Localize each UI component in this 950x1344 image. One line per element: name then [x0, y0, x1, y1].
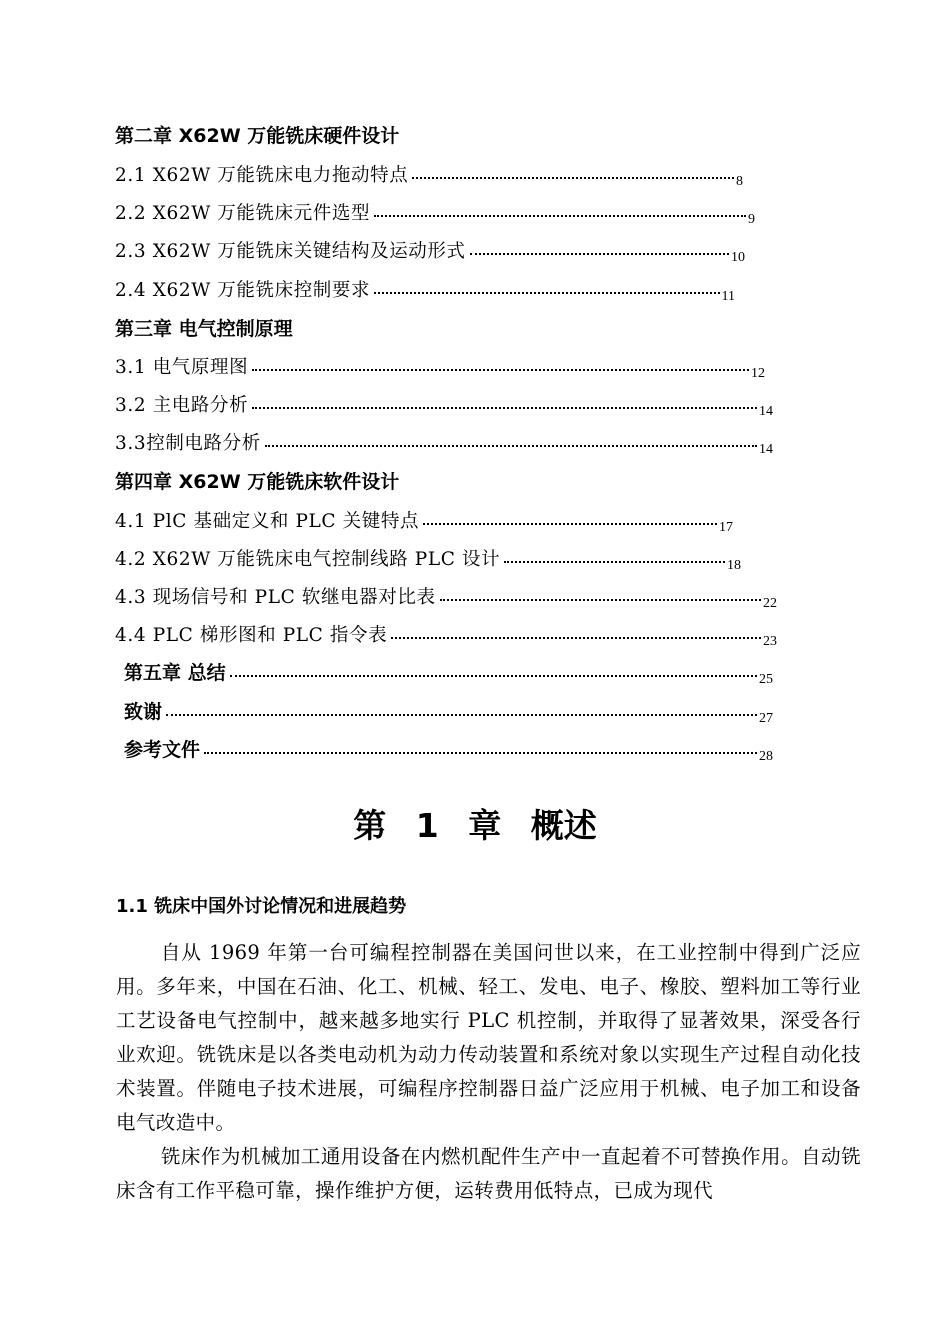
toc-page-number: 8: [736, 174, 743, 189]
toc-page-number: 9: [748, 212, 755, 227]
toc-entry-label: 4.1 PlC 基础定义和 PLC 关键特点: [115, 510, 420, 532]
toc-entry-2-4[interactable]: [115, 272, 735, 304]
toc-leader-dots: [423, 522, 717, 525]
toc-entry-label: 4.4 PLC 梯形图和 PLC 指令表: [115, 624, 388, 646]
toc-leader-dots: [252, 406, 757, 409]
toc-chapter-3-title: [115, 311, 415, 339]
toc-page-number: 14: [759, 404, 773, 419]
toc-entry-label: 2.1 X62W 万能铣床电力拖动特点: [115, 164, 409, 186]
toc-leader-dots: [374, 291, 719, 294]
toc-page-number: 27: [759, 711, 773, 726]
toc-entry-label: 2.2 X62W 万能铣床元件选型: [115, 202, 371, 224]
section-1-1-heading: 1.1 铣床中国外讨论情况和进展趋势: [116, 896, 407, 917]
body-paragraph: 自从 1969 年第一台可编程控制器在美国问世以来，在工业控制中得到广泛应用。多年来，中国在石油、化工、机械、轻工、发电、电子、橡胶、塑料加工等行业工艺设备电气控制中，越来越多地实行 PLC 机控制，并取得了显著效果，深受各行业欢迎。铣铣床是以各类电动机为动力传动装置和系统对象以实现生产过程自动化技术装置。伴随电子技术进展，可编程序控制器日益广泛应用于机械、电子加工和设备电气改造中。: [116, 941, 861, 1134]
toc-entry-references[interactable]: [124, 732, 773, 764]
toc-entry-thanks[interactable]: [124, 694, 773, 726]
toc-entry-2-1[interactable]: [115, 157, 743, 189]
toc-page-number: 10: [731, 250, 745, 265]
toc-leader-dots: [504, 560, 725, 563]
toc-page-number: 11: [721, 289, 735, 304]
toc-entry-label: 3.1 电气原理图: [115, 356, 249, 378]
toc-entry-label: 参考文件: [124, 739, 201, 761]
toc-leader-dots: [252, 368, 749, 371]
toc-page-number: 28: [759, 749, 773, 764]
toc-entry-4-3[interactable]: [115, 579, 777, 611]
toc-entry-label: 4.2 X62W 万能铣床电气控制线路 PLC 设计: [115, 548, 501, 570]
toc-page-number: 22: [763, 596, 777, 611]
toc-page-number: 18: [727, 558, 741, 573]
toc-entry-label: 4.3 现场信号和 PLC 软继电器对比表: [115, 586, 436, 608]
toc-leader-dots: [440, 598, 761, 601]
toc-entry-label: 第五章 总结: [124, 662, 226, 684]
toc-leader-dots: [470, 252, 729, 255]
toc-entry-3-2[interactable]: [115, 387, 773, 419]
body-paragraph: 铣床作为机械加工通用设备在内燃机配件生产中一直起着不可替换作用。自动铣床含有工作平稳可靠，操作维护方便，运转费用低特点，已成为现代: [116, 1145, 861, 1202]
toc-leader-dots: [374, 214, 746, 217]
toc-chapter-3-label: 第三章 电气控制原理: [115, 318, 293, 340]
toc-leader-dots: [265, 444, 757, 447]
toc-entry-4-4[interactable]: [115, 617, 777, 649]
toc-chapter-4-label: 第四章 X62W 万能铣床软件设计: [115, 471, 400, 493]
toc-entry-3-3[interactable]: [115, 425, 773, 457]
toc-page-number: 12: [751, 366, 765, 381]
toc-page-number: 25: [759, 672, 773, 687]
toc-leader-dots: [391, 636, 761, 639]
toc-entry-label: 2.4 X62W 万能铣床控制要求: [115, 279, 371, 301]
toc-entry-4-1[interactable]: [115, 503, 733, 535]
toc-entry-label: 3.3控制电路分析: [115, 432, 261, 454]
toc-page-number: 17: [719, 520, 733, 535]
toc-leader-dots: [230, 674, 757, 677]
toc-entry-3-1[interactable]: [115, 349, 765, 381]
toc-leader-dots: [412, 176, 734, 179]
toc-page-number: 23: [763, 634, 777, 649]
toc-entry-label: 3.2 主电路分析: [115, 394, 249, 416]
toc-entry-2-3[interactable]: [115, 233, 745, 265]
chapter-1-body: [116, 936, 861, 1208]
toc-leader-dots: [204, 751, 757, 754]
toc-entry-2-2[interactable]: [115, 195, 755, 227]
toc-entry-label: 致谢: [124, 701, 163, 723]
toc-entry-chapter-5[interactable]: [124, 655, 773, 687]
toc-chapter-2-title: [115, 118, 535, 146]
chapter-1-heading: 第 1 章 概述: [353, 806, 597, 845]
toc-page-number: 14: [759, 442, 773, 457]
toc-chapter-2-label: 第二章 X62W 万能铣床硬件设计: [115, 125, 400, 147]
toc-chapter-4-title: [115, 464, 535, 492]
toc-leader-dots: [166, 713, 757, 716]
toc-entry-label: 2.3 X62W 万能铣床关键结构及运动形式: [115, 240, 466, 262]
toc-entry-4-2[interactable]: [115, 541, 741, 573]
